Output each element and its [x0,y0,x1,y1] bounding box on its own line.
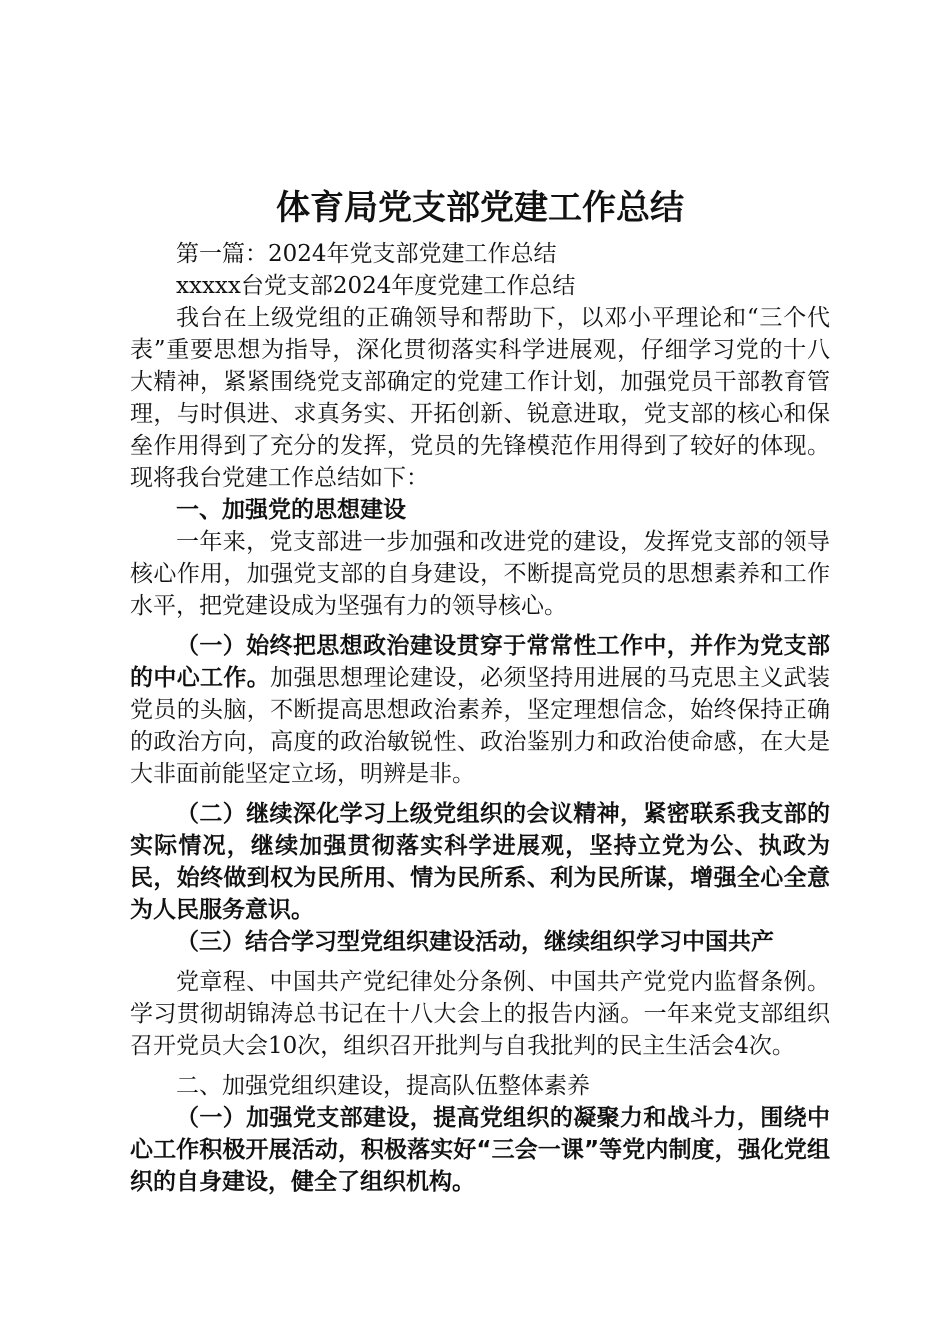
subtitle-first-article: 第一篇：2024年党支部党建工作总结 [176,241,557,267]
section-2-item-1: （一）加强党支部建设，提高党组织的凝聚力和战斗力，围绕中心工作积极开展活动，积极落实好“三会一课”等党内制度，强化党组织的自身建设，健全了组织机构。 [130,1105,830,1195]
section-1-item-1 [130,630,830,790]
section-1-item-1-body: 加强思想理论建设，必须坚持用进展的马克思主义武装党员的头脑，不断提高思想政治素养，坚定理想信念，始终保持正确的政治方向，高度的政治敏锐性、政治鉴别力和政治使命感，在大是大非面前能坚定立场，明辨是非。 [130,665,831,787]
section-1-item-3: （三）结合学习型党组织建设活动，继续组织学习中国共产 [176,929,774,955]
intro-paragraph: 我台在上级党组的正确领导和帮助下，以邓小平理论和“三个代表”重要思想为指导，深化贯彻落实科学进展观，仔细学习党的十八大精神，紧紧围绕党支部确定的党建工作计划，加强党员干部教育管理，与时俱进、求真务实、开拓创新、锐意进取，党支部的核心和保垒作用得到了充分的发挥，党员的先锋模范作用得到了较好的体现。现将我台党建工作总结如下： [130,305,830,491]
section-2-heading: 二、加强党组织建设，提高队伍整体素养 [176,1073,590,1099]
document-page [130,180,830,1198]
section-1-intro: 一年来，党支部进一步加强和改进党的建设，发挥党支部的领导核心作用，加强党支部的自身建设，不断提高党员的思想素养和工作水平，把党建设成为坚强有力的领导核心。 [130,529,830,619]
section-1-heading: 一、加强党的思想建设 [176,497,406,523]
section-1-item-3-continued: 党章程、中国共产党纪律处分条例、中国共产党党内监督条例。学习贯彻胡锦涛总书记在十八大会上的报告内涵。一年来党支部组织召开党员大会10次，组织召开批判与自我批判的民主生活会4次。 [130,969,830,1059]
document-title: 体育局党支部党建工作总结 [276,188,684,228]
section-1-item-1-lead: （一）始终把思想政治建设贯穿于常常性工作中，并作为党支部的中心工作。 [130,633,830,691]
section-1-item-2: （二）继续深化学习上级党组织的会议精神，紧密联系我支部的实际情况，继续加强贯彻落实科学进展观，坚持立党为公、执政为民，始终做到权为民所用、情为民所系、利为民所谋，增强全心全意为人民服务意识。 [130,801,830,923]
subtitle-report-name: xxxxx台党支部2024年度党建工作总结 [176,273,576,299]
